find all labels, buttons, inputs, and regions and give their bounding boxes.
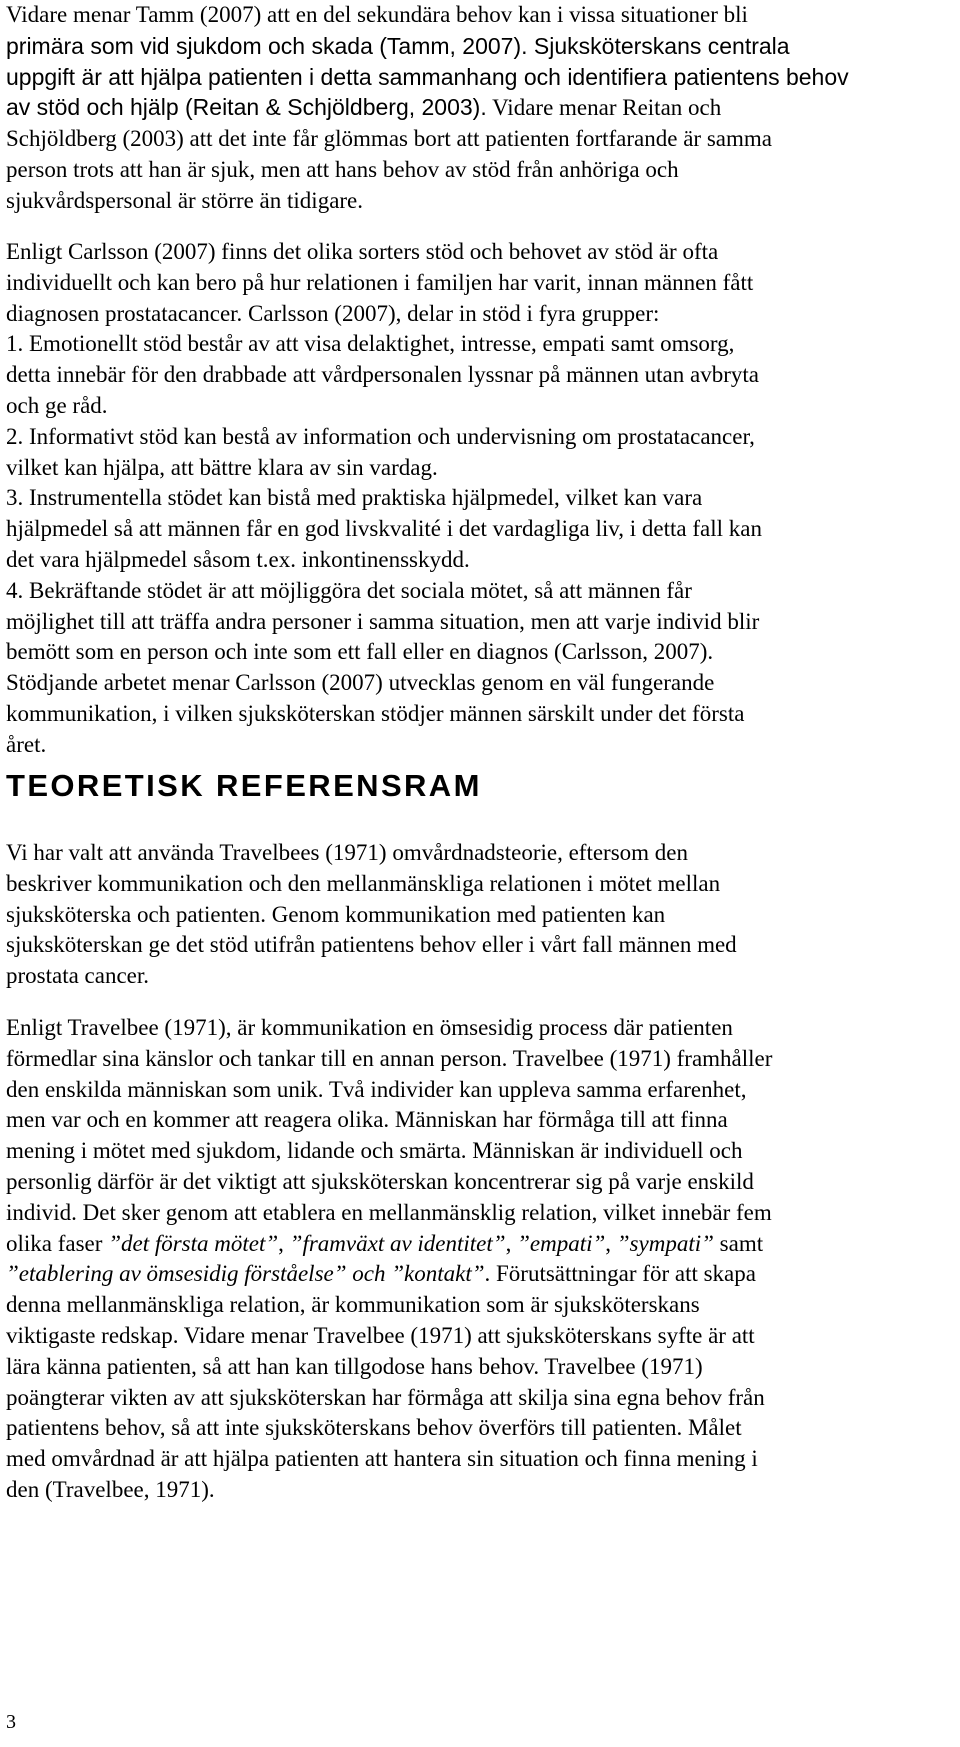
text-line: bemött som en person och inte som ett fall eller en diagnos (Carlsson, 2007). (6, 639, 714, 665)
paragraph-support-types (6, 237, 762, 761)
page-number: 3 (6, 1711, 16, 1733)
text-line: lära känna patienten, så att han kan tillgodose hans behov. Travelbee (1971) (6, 1353, 703, 1379)
text-run: av stöd och hjälp (Reitan & Schjöldberg, 2003). (6, 94, 487, 121)
phase-term: ”etablering av ömsesidig förståelse” och ”kontakt” (6, 1261, 485, 1287)
text-line: det vara hjälpmedel såsom t.ex. inkontinensskydd. (6, 546, 470, 572)
text-line: 4. Bekräftande stödet är att möjliggöra det sociala mötet, så att männen får (6, 577, 692, 603)
text-line: möjlighet till att träffa andra personer i samma situation, men att varje individ blir (6, 608, 760, 634)
text-line: diagnosen prostatacancer. Carlsson (2007), delar in stöd i fyra grupper: (6, 300, 660, 326)
text-line: person trots att han är sjuk, men att hans behov av stöd från anhöriga och (6, 156, 679, 182)
text-line: poängterar vikten av att sjuksköterskan har förmåga att skilja sina egna behov från (6, 1384, 765, 1410)
text-line: den enskilda människan som unik. Två individer kan uppleva samma erfarenhet, (6, 1076, 747, 1102)
section-heading: TEORETISK REFERENSRAM (6, 768, 482, 803)
text-line: denna mellanmänskliga relation, är kommunikation som är sjuksköterskans (6, 1292, 700, 1318)
text-line: Vi har valt att använda Travelbees (1971) omvårdnadsteorie, eftersom den (6, 840, 689, 865)
text-line: individuellt och kan bero på hur relationen i familjen har varit, innan männen fått (6, 269, 754, 295)
text-line: förmedlar sina känslor och tankar till en annan person. Travelbee (1971) framhåller (6, 1045, 773, 1071)
text-line: Enligt Carlsson (2007) finns det olika sorters stöd och behovet av stöd är ofta (6, 239, 719, 264)
text-line: sjuksköterskan ge det stöd utifrån patientens behov eller i vårt fall männen med (6, 932, 737, 958)
text-run: olika faser (6, 1230, 109, 1256)
text-line (6, 92, 849, 124)
text-line: beskriver kommunikation och den mellanmänskliga relationen i mötet mellan (6, 870, 721, 896)
text-line: 2. Informativt stöd kan bestå av information och undervisning om prostatacancer, (6, 423, 755, 449)
text-line: detta innebär för den drabbade att vårdpersonalen lyssnar på männen utan avbryta (6, 362, 759, 388)
paragraph-support-needs (6, 0, 849, 217)
text-run: , (505, 1230, 518, 1256)
text-line: personlig därför är det viktigt att sjuksköterskan koncentrerar sig på varje enskild (6, 1168, 754, 1194)
text-line: med omvårdnad är att hjälpa patienten att hantera sin situation och finna mening i (6, 1446, 758, 1472)
text-run: Vidare menar Reitan och (492, 95, 722, 121)
phase-term: ”det första mötet” (108, 1230, 279, 1256)
phase-term: ”sympati” (616, 1230, 714, 1256)
text-line: 3. Instrumentella stödet kan bistå med praktiska hjälpmedel, vilket kan vara (6, 485, 703, 511)
paragraph-travelbee-communication (6, 1013, 772, 1506)
text-line: och ge råd. (6, 392, 108, 418)
text-line: mening i mötet med sjukdom, lidande och smärta. Människan är individuell och (6, 1138, 743, 1164)
text-line: Stödjande arbetet menar Carlsson (2007) utvecklas genom en väl fungerande (6, 670, 715, 696)
text-line: primära som vid sjukdom och skada (Tamm, 2007). Sjuksköterskans centrala (6, 32, 790, 59)
text-line: Enligt Travelbee (1971), är kommunikation en ömsesidig process där patienten (6, 1015, 733, 1040)
text-line: Vidare menar Tamm (2007) att en del sekundära behov kan i vissa situationer bli (6, 2, 748, 27)
text-line: individ. Det sker genom att etablera en mellanmänsklig relation, vilket innebär fem (6, 1199, 772, 1225)
text-run: , (278, 1230, 290, 1256)
text-line-phases (6, 1229, 772, 1260)
text-run: , (605, 1230, 617, 1256)
text-line: 1. Emotionellt stöd består av att visa delaktighet, intresse, empati samt omsorg, (6, 331, 735, 357)
text-line: prostata cancer. (6, 963, 150, 989)
text-line: den (Travelbee, 1971). (6, 1476, 215, 1502)
text-line: viktigaste redskap. Vidare menar Travelbee (1971) att sjuksköterskans syfte är att (6, 1322, 755, 1348)
text-line: vilket kan hjälpa, att bättre klara av sin vardag. (6, 454, 438, 480)
paragraph-theory-choice (6, 838, 737, 992)
phase-term: ”empati” (517, 1230, 606, 1256)
text-line: men var och en kommer att reagera olika. Människan har förmåga till att finna (6, 1107, 728, 1133)
text-run: . Förutsättningar för att skapa (484, 1261, 756, 1287)
text-line: sjuksköterska och patienten. Genom kommunikation med patienten kan (6, 901, 666, 927)
text-line: hjälpmedel så att männen får en god livskvalité i det vardagliga liv, i detta fall kan (6, 516, 762, 542)
phase-term: ”framväxt av identitet” (289, 1230, 506, 1256)
text-line: kommunikation, i vilken sjuksköterskan stödjer männen särskilt under det första (6, 700, 745, 726)
text-line: Schjöldberg (2003) att det inte får glömmas bort att patienten fortfarande är samma (6, 126, 772, 152)
text-line-phases (6, 1259, 772, 1290)
text-line: året. (6, 731, 47, 757)
text-line: sjukvårdspersonal är större än tidigare. (6, 187, 364, 213)
text-run: samt (713, 1230, 764, 1256)
text-line: patientens behov, så att inte sjuksköterskans behov överförs till patienten. Målet (6, 1415, 742, 1441)
text-line: uppgift är att hjälpa patienten i detta sammanhang och identifiera patientens behov (6, 63, 849, 90)
